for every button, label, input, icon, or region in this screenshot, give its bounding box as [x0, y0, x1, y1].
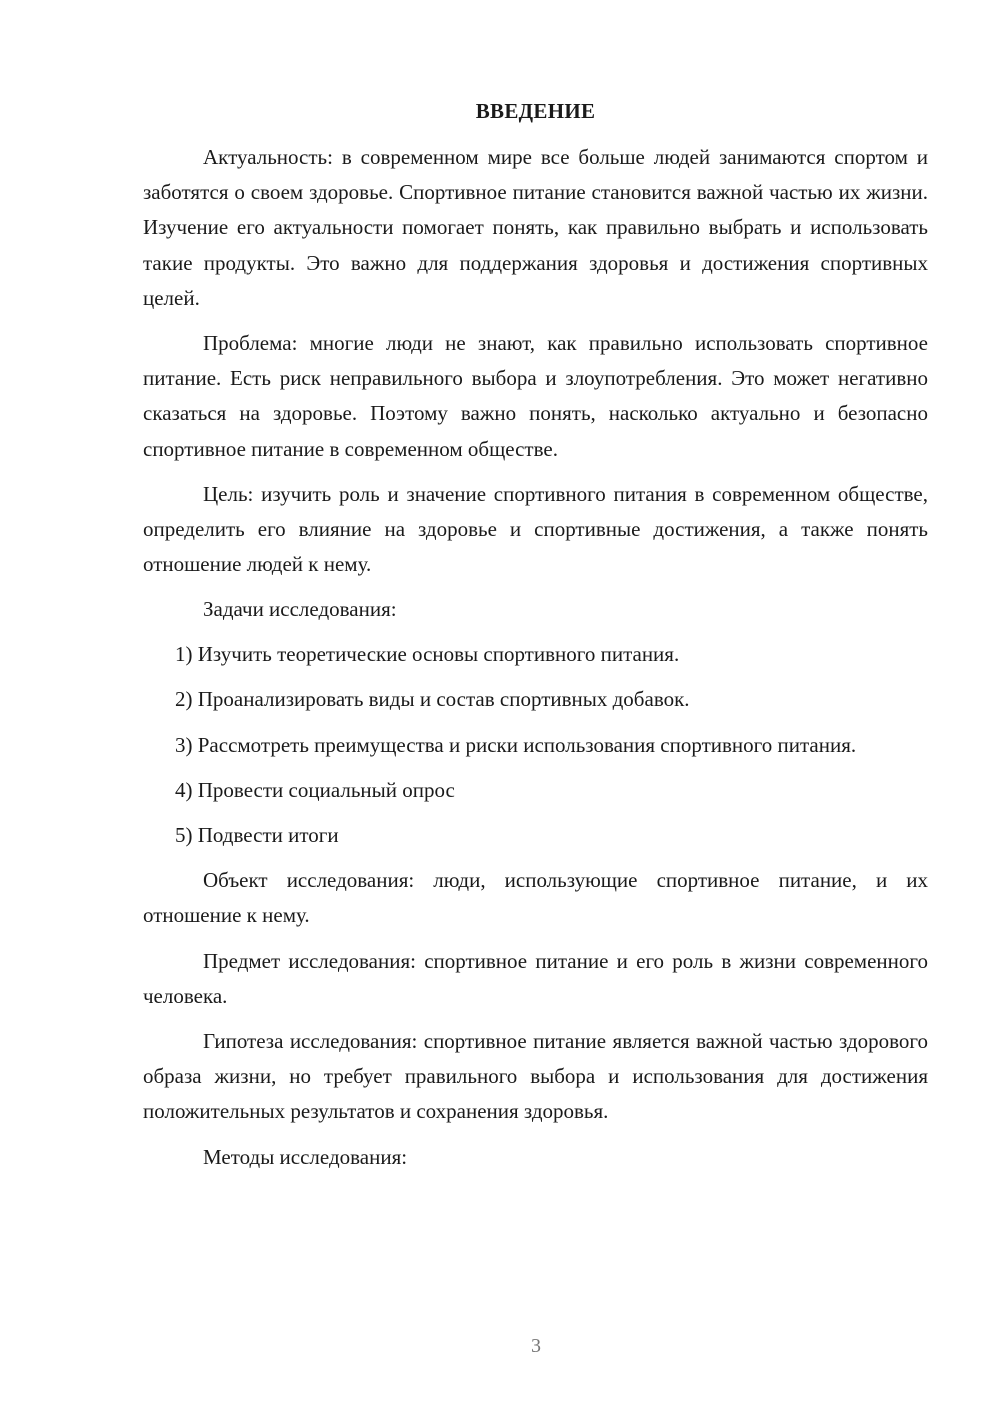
- paragraph-tasks-title: Задачи исследования:: [203, 597, 397, 622]
- paragraph-goal: Цель: изучить роль и значение спортивного питания в современном обществе, определить его влияние на здоровье и спортивные достижения, а также понять отношение людей к нему.: [143, 481, 928, 577]
- paragraph-hypothesis: Гипотеза исследования: спортивное питание является важной частью здорового образа жизни, но требует правильного выбора и использования для достижения положительных результатов и сохранения здоровья.: [143, 1028, 928, 1124]
- task-item-1: 1) Изучить теоретические основы спортивного питания.: [175, 642, 680, 667]
- task-item-4: 4) Провести социальный опрос: [175, 777, 455, 802]
- paragraph-relevance: Актуальность: в современном мире все больше людей занимаются спортом и заботятся о своем здоровье. Спортивное питание становится важной частью их жизни. Изучение его актуальности помогает понять, как правильно выбрать и использовать такие продукты. Это важно для поддержания здоровья и достижения спортивных целей.: [143, 145, 928, 310]
- paragraph-methods-title: Методы исследования:: [203, 1144, 408, 1169]
- task-item-3: 3) Рассмотреть преимущества и риски использования спортивного питания.: [175, 732, 857, 757]
- paragraph-object: Объект исследования: люди, использующие спортивное питание, и их отношение к нему.: [143, 868, 928, 928]
- paragraph-subject: Предмет исследования: спортивное питание и его роль в жизни современного человека.: [143, 948, 928, 1008]
- page-number: 3: [531, 1335, 541, 1357]
- task-item-5: 5) Подвести итоги: [175, 822, 339, 847]
- task-item-2: 2) Проанализировать виды и состав спортивных добавок.: [175, 687, 690, 712]
- paragraph-problem: Проблема: многие люди не знают, как правильно использовать спортивное питание. Есть риск неправильного выбора и злоупотребления. Это может негативно сказаться на здоровье. Поэтому важно понять, насколько актуально и безопасно спортивное питание в современном обществе.: [143, 331, 928, 461]
- section-heading: ВВЕДЕНИЕ: [475, 99, 596, 123]
- page-content: [143, 94, 928, 1184]
